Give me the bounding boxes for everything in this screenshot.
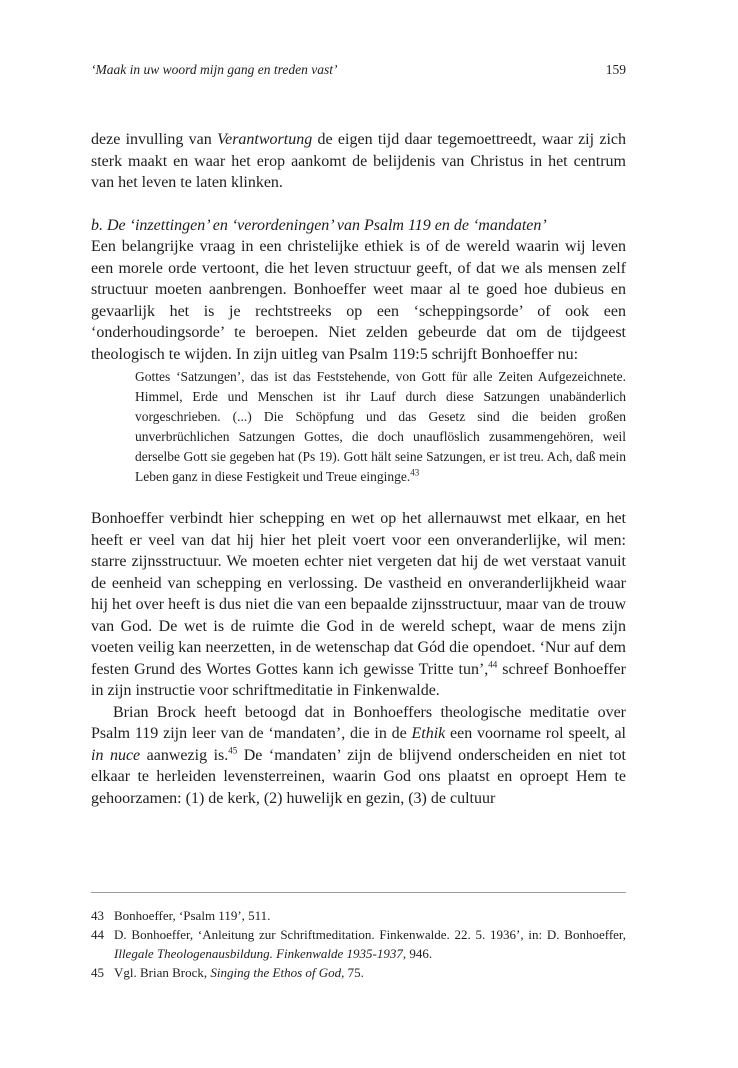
footnote-45 <box>91 963 626 982</box>
italic-title: Illegale Theologenausbildung. Finkenwalde 1935-1937 <box>114 946 403 961</box>
running-head-title: ‘Maak in uw woord mijn gang en treden vast’ <box>91 62 338 77</box>
text-run: Bonhoeffer verbindt hier schepping en wet op het allernauwst met elkaar, en het heeft er veel van dat hij hier het pleit voert voor een onveranderlijke, wil men: starre zijnsstructuur. We moeten echter niet vergeten dat hij de wet verstaat vanuit de eenheid van schepping en verlossing. De vastheid en onveranderlijkheid waar hij het over heeft is dus niet die van een bepaalde zijnsstructuur, maar van de trouw van God. De wet is de ruimte die God in de wereld schept, waar de mens zijn voeten veilig kan neerzetten, in de wetenschap dat Gód die opendoet. ‘Nur auf dem festen Grund des Wortes Gottes kann ich gewisse Tritte tun’, <box>91 510 626 678</box>
text-run: Vgl. Brian Brock, <box>114 965 211 980</box>
footnote-ref-45[interactable]: 45 <box>228 745 238 756</box>
running-head <box>91 62 626 78</box>
text-run: , 946. <box>402 946 433 961</box>
paragraph-2: Een belangrijke vraag in een christelijke ethiek is of de wereld waarin wij leven een morele orde vertoont, die het leven structuur geeft, of dat we als mensen zelf structuur moeten aanbrengen. Bonhoeffer weet maar al te goed hoe dubieus en gevaarlijk het is je rechtstreeks op een ‘scheppingsorde’ of ook een ‘onderhoudingsorde’ te beroepen. Niet zelden gebeurde dat om de tijdgeest theologisch te wijden. In zijn uitleg van Psalm 119:5 schrijft Bonhoeffer nu: <box>91 238 626 363</box>
text-run: de eigen tijd daar tegemoettreedt, waar zij zich sterk maakt en waar het erop aankomt de belijdenis van Christus in het centrum van het leven te laten klinken. <box>91 131 627 191</box>
paragraph-4 <box>91 702 626 810</box>
footnote-43 <box>91 906 626 925</box>
paragraph-1 <box>91 129 626 194</box>
footnote-text <box>114 925 626 963</box>
footnote-number: 45 <box>91 965 104 980</box>
italic-term: Ethik <box>411 725 446 742</box>
footnote-number: 44 <box>91 927 104 942</box>
text-run: D. Bonhoeffer, ‘Anleitung zur Schriftmeditation. Finkenwalde. 22. 5. 1936’, in: D. Bonhoeffer, <box>114 927 626 942</box>
footnote-44 <box>91 925 626 963</box>
footnote-number: 43 <box>91 908 104 923</box>
quote-text: Gottes ‘Satzungen’, das ist das Feststehende, von Gott für alle Zeiten Aufgezeichnete. Himmel, Erde und Menschen ist ihr Lauf durch diese Satzungen unabänderlich vorgeschrieben. (...) Die Schöpfung und das Gesetz sind die beiden großen unverbrüchlichen Satzungen Gottes, die doch unauflöslich zusammengehören, weil derselbe Gott sie gegeben hat (Ps 19). Gott hält seine Satzungen, er ist treu. Ach, daß mein Leben ganz in diese Festigkeit und Treue einginge. <box>135 369 626 484</box>
text-run: schreef Bonhoeffer in zijn instructie voor schriftmeditatie in Finkenwalde. <box>91 660 626 699</box>
footnote-text: Bonhoeffer, ‘Psalm 119’, 511. <box>114 908 271 923</box>
italic-term: Verantwortung <box>217 131 313 148</box>
text-run: Brian Brock heeft betoogd dat in Bonhoeffers theologische meditatie over Psalm 119 zijn leer van de ‘mandaten’, die in de <box>91 703 626 742</box>
page-number: 159 <box>605 62 626 77</box>
text-run: aanwezig is. <box>140 746 229 764</box>
italic-term: in nuce <box>91 746 141 764</box>
section-heading: b. De ‘inzettingen’ en ‘verordeningen’ van Psalm 119 en de ‘mandaten’ <box>91 216 547 234</box>
footnotes <box>91 906 626 982</box>
footnote-ref-44[interactable]: 44 <box>488 659 498 670</box>
italic-title: Singing the Ethos of God <box>210 965 342 980</box>
main-text <box>91 129 626 809</box>
paragraph-3 <box>91 508 626 702</box>
footnote-text <box>114 963 626 982</box>
text-run: , 75. <box>341 965 364 980</box>
footnote-divider <box>91 892 626 893</box>
text-run: een voorname rol speelt, al <box>445 725 626 742</box>
book-page <box>91 0 626 1068</box>
footnote-ref-43[interactable]: 43 <box>410 467 420 478</box>
text-run: De ‘mandaten’ zijn de blijvend onderscheiden en niet tot elkaar te herleiden levensterreinen, waarin God ons plaatst en oproept Hem te gehoorzamen: (1) de kerk, (2) huwelijk en gezin, (3) de cultuur <box>91 746 627 807</box>
text-run: deze invulling van <box>91 131 218 148</box>
block-quote <box>135 367 626 487</box>
